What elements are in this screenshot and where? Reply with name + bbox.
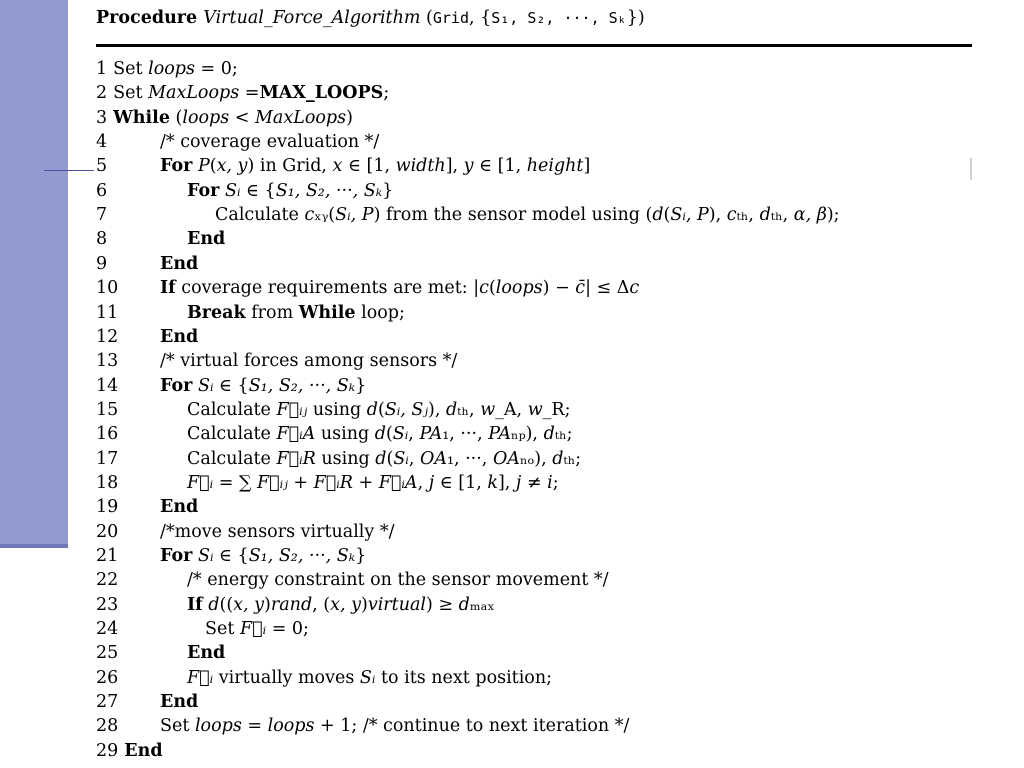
text-segment: d bbox=[543, 424, 555, 445]
line-number: 16 bbox=[96, 424, 119, 445]
text-segment: ) bbox=[361, 594, 368, 615]
line-number: 9 bbox=[96, 253, 108, 274]
line-number: 24 bbox=[96, 619, 119, 640]
text-segment: ₜₕ, bbox=[457, 399, 481, 420]
line-number: 28 bbox=[96, 716, 119, 737]
text-segment: to its next position; bbox=[375, 667, 553, 688]
text-segment: F⃗ᵢR bbox=[313, 472, 353, 493]
text-segment: ], bbox=[497, 472, 516, 493]
text-segment: d bbox=[445, 399, 458, 420]
text-segment: , ( bbox=[312, 594, 331, 615]
algorithm-line bbox=[96, 57, 238, 81]
header-rule bbox=[96, 44, 972, 47]
algorithm-line bbox=[96, 739, 163, 763]
algorithm-line bbox=[96, 349, 457, 373]
text-segment: ( bbox=[209, 156, 217, 177]
algorithm-line bbox=[96, 398, 571, 422]
text-segment: OA bbox=[419, 448, 447, 469]
line-content bbox=[187, 424, 573, 444]
text-segment: } bbox=[382, 180, 394, 201]
text-segment: /*move sensors virtually */ bbox=[160, 521, 395, 542]
algorithm-line bbox=[96, 495, 198, 519]
line-number: 1 bbox=[96, 59, 108, 79]
algorithm-line bbox=[96, 641, 225, 665]
text-segment: F⃗ᵢR bbox=[276, 448, 316, 469]
text-segment: ( bbox=[169, 107, 183, 128]
text-segment: While bbox=[113, 107, 170, 128]
text-segment: ₙₒ), bbox=[519, 448, 553, 469]
text-segment: ₙₚ), bbox=[511, 424, 544, 445]
text-segment: ) from the sensor model using ( bbox=[373, 205, 653, 226]
text-segment: c bbox=[629, 278, 640, 299]
text-segment: MAX_LOOPS bbox=[259, 83, 384, 104]
algorithm-line bbox=[96, 179, 393, 203]
line-content bbox=[187, 473, 559, 493]
text-segment: ₜₕ; bbox=[563, 448, 582, 469]
text-segment: ₘₐₓ bbox=[469, 594, 495, 615]
text-segment: ( bbox=[377, 399, 385, 420]
line-number: 4 bbox=[96, 132, 108, 153]
line-content bbox=[160, 278, 639, 298]
text-segment: MaxLoops bbox=[148, 83, 240, 104]
text-segment: S₁, S₂, ···, Sₖ bbox=[248, 375, 356, 396]
text-segment: loops bbox=[148, 59, 195, 79]
line-number: 23 bbox=[96, 594, 119, 615]
line-content bbox=[113, 108, 353, 128]
text-segment: c bbox=[304, 205, 315, 226]
text-segment: rand bbox=[270, 594, 313, 615]
text-segment: ( bbox=[420, 8, 433, 28]
text-segment: ( bbox=[663, 205, 671, 226]
text-segment: d bbox=[458, 594, 470, 615]
algorithm-line bbox=[96, 617, 309, 641]
algorithm-line bbox=[96, 374, 366, 398]
text-segment: loops bbox=[182, 107, 230, 128]
text-segment: F⃗ᵢⱼ bbox=[276, 399, 308, 420]
text-segment: using bbox=[315, 424, 375, 445]
line-content bbox=[187, 570, 609, 590]
text-segment: F⃗ᵢ bbox=[239, 619, 267, 640]
algorithm-line bbox=[96, 714, 629, 738]
line-number: 7 bbox=[96, 205, 108, 226]
algorithm-line bbox=[96, 520, 395, 544]
text-segment: ), bbox=[428, 399, 446, 420]
text-segment: ∈ [1, bbox=[473, 156, 527, 177]
algorithm-line bbox=[96, 666, 552, 690]
text-segment: ≠ bbox=[521, 472, 548, 493]
line-number: 11 bbox=[96, 302, 119, 323]
line-content bbox=[187, 229, 225, 249]
text-segment: P bbox=[197, 156, 210, 177]
text-segment: d bbox=[375, 448, 387, 469]
text-segment: _R; bbox=[542, 399, 571, 420]
algorithm-line bbox=[96, 568, 609, 592]
line-content bbox=[187, 449, 581, 469]
algorithm-line bbox=[96, 252, 198, 276]
text-segment: } bbox=[355, 375, 367, 396]
text-segment: = ∑ bbox=[213, 472, 258, 493]
text-segment: F⃗ᵢⱼ bbox=[257, 472, 288, 493]
bullet-tick-line bbox=[44, 170, 94, 171]
algorithm-line bbox=[96, 471, 559, 495]
line-number: 2 bbox=[96, 83, 108, 104]
text-segment: _A, bbox=[495, 399, 528, 420]
line-number: 25 bbox=[96, 643, 119, 664]
text-segment: Sᵢ, P bbox=[670, 205, 709, 226]
line-number: 6 bbox=[96, 180, 108, 201]
line-content bbox=[124, 741, 162, 761]
text-segment: ) bbox=[346, 107, 353, 128]
text-segment: using bbox=[315, 448, 376, 469]
text-segment: /* virtual forces among sensors */ bbox=[160, 351, 458, 372]
text-segment: width bbox=[395, 156, 446, 177]
text-segment: coverage requirements are met: | bbox=[175, 278, 480, 299]
text-segment: ₁, ···, bbox=[442, 424, 489, 445]
text-segment: Sᵢ, P bbox=[335, 205, 374, 226]
algorithm-line bbox=[96, 690, 198, 714]
text-segment: ( bbox=[488, 278, 496, 299]
algorithm-line bbox=[96, 227, 225, 251]
algorithm-line bbox=[96, 81, 389, 105]
text-segment: /* coverage evaluation */ bbox=[160, 132, 380, 153]
line-content bbox=[160, 716, 629, 736]
text-segment: ) bbox=[264, 594, 271, 615]
text-segment: virtual bbox=[367, 594, 427, 615]
line-number: 27 bbox=[96, 692, 119, 713]
text-segment: loop; bbox=[355, 302, 405, 323]
line-number: 21 bbox=[96, 546, 119, 566]
line-content bbox=[187, 181, 393, 201]
line-number: 8 bbox=[96, 229, 108, 250]
line-content bbox=[160, 522, 395, 542]
text-segment: | ≤ Δ bbox=[585, 278, 630, 299]
text-segment: height bbox=[526, 156, 584, 177]
algorithm-line bbox=[96, 106, 353, 130]
text-segment: k bbox=[487, 472, 498, 493]
text-segment: For bbox=[187, 180, 220, 201]
text-segment: = bbox=[241, 716, 268, 737]
text-segment: ) ≥ bbox=[426, 594, 459, 615]
text-segment: OA bbox=[492, 448, 520, 469]
text-segment: from bbox=[245, 302, 299, 323]
text-segment: + bbox=[352, 472, 379, 493]
text-segment: S₁, S₂, ···, Sₖ bbox=[491, 9, 627, 27]
line-content bbox=[187, 643, 225, 663]
text-segment: virtually moves bbox=[213, 667, 360, 688]
text-segment: w bbox=[527, 399, 543, 420]
text-segment: j bbox=[428, 472, 435, 493]
text-segment: ; bbox=[383, 83, 390, 104]
text-segment: End bbox=[160, 326, 199, 347]
line-number: 26 bbox=[96, 667, 119, 688]
text-segment: Sᵢ bbox=[197, 546, 214, 566]
text-segment: F⃗ᵢ bbox=[187, 472, 214, 493]
text-segment: S₁, S₂, ···, Sₖ bbox=[248, 546, 356, 566]
text-segment: Calculate bbox=[187, 448, 277, 469]
text-segment: c̄ bbox=[575, 278, 586, 299]
text-segment: End bbox=[187, 229, 226, 250]
text-segment: F⃗ᵢ bbox=[187, 667, 214, 688]
text-segment: = 0; bbox=[194, 59, 238, 79]
line-content bbox=[160, 327, 198, 347]
text-segment: d bbox=[552, 448, 564, 469]
algorithm-line bbox=[96, 154, 590, 178]
text-segment: Calculate bbox=[215, 205, 305, 226]
text-segment: = bbox=[239, 83, 260, 104]
line-content bbox=[113, 83, 389, 103]
text-segment: Sᵢ bbox=[393, 448, 409, 469]
text-segment: End bbox=[160, 253, 199, 274]
line-content bbox=[187, 595, 495, 615]
text-segment: x, y bbox=[216, 156, 248, 177]
algorithm-line bbox=[96, 447, 581, 471]
text-segment: ], bbox=[445, 156, 464, 177]
text-segment: ∈ [1, bbox=[434, 472, 488, 493]
text-segment: (( bbox=[219, 594, 234, 615]
text-segment: While bbox=[298, 302, 356, 323]
text-segment: ∈ { bbox=[240, 180, 276, 201]
text-segment: /* energy constraint on the sensor movement */ bbox=[187, 570, 609, 591]
line-content bbox=[187, 400, 571, 420]
line-content bbox=[160, 546, 366, 566]
line-content bbox=[160, 692, 198, 712]
line-content bbox=[113, 59, 238, 79]
text-segment: ) − bbox=[542, 278, 576, 299]
line-content bbox=[187, 303, 405, 323]
text-segment: If bbox=[160, 278, 176, 299]
line-number: 3 bbox=[96, 107, 108, 128]
line-number: 20 bbox=[96, 521, 119, 542]
line-number: 5 bbox=[96, 156, 108, 177]
text-segment: ∈ [1, bbox=[342, 156, 396, 177]
text-segment: Set bbox=[205, 619, 240, 640]
algorithm-line bbox=[96, 325, 198, 349]
line-number: 10 bbox=[96, 278, 119, 299]
text-segment: ; bbox=[552, 472, 559, 493]
line-number: 15 bbox=[96, 399, 119, 420]
text-segment: Calculate bbox=[187, 399, 277, 420]
sidebar-decoration bbox=[0, 0, 68, 548]
right-edge-tick bbox=[970, 158, 972, 180]
text-segment: For bbox=[160, 375, 193, 396]
text-segment: End bbox=[124, 740, 163, 761]
algorithm-line bbox=[96, 301, 405, 325]
text-segment: Set bbox=[113, 59, 149, 79]
text-segment: , { bbox=[468, 8, 492, 28]
text-segment: x bbox=[332, 156, 343, 177]
text-segment: F⃗ᵢA bbox=[276, 424, 316, 445]
text-segment: }) bbox=[626, 8, 645, 28]
text-segment: , bbox=[417, 472, 429, 493]
text-segment: ₜₕ, bbox=[736, 205, 760, 226]
text-segment: ₓᵧ( bbox=[314, 205, 336, 226]
text-segment: w bbox=[480, 399, 496, 420]
text-segment: Set bbox=[113, 83, 149, 104]
text-segment: Set bbox=[160, 716, 195, 737]
line-number: 14 bbox=[96, 375, 119, 396]
algorithm-line bbox=[96, 130, 379, 154]
text-segment: loops bbox=[495, 278, 543, 299]
line-content bbox=[160, 351, 457, 371]
algorithm-line bbox=[96, 422, 573, 446]
algorithm-line bbox=[96, 203, 840, 227]
line-content bbox=[187, 668, 552, 688]
text-segment: End bbox=[160, 692, 199, 713]
text-segment: x, y bbox=[330, 594, 361, 615]
text-segment: ( bbox=[386, 448, 394, 469]
text-segment: + 1; /* continue to next iteration */ bbox=[314, 716, 630, 737]
text-segment: d bbox=[208, 594, 220, 615]
text-segment: Sᵢ bbox=[224, 180, 241, 201]
text-segment: ); bbox=[826, 205, 840, 226]
text-segment: j bbox=[515, 472, 522, 493]
text-segment: loops bbox=[194, 716, 242, 737]
line-number: 12 bbox=[96, 326, 119, 347]
text-segment: i bbox=[547, 472, 553, 493]
text-segment: S₁, S₂, ···, Sₖ bbox=[275, 180, 383, 201]
text-segment: MaxLoops bbox=[255, 107, 347, 128]
text-segment: Grid bbox=[432, 9, 469, 27]
text-segment: d bbox=[366, 399, 378, 420]
text-segment: Sᵢ, Sⱼ bbox=[384, 399, 429, 420]
line-content bbox=[160, 132, 379, 152]
line-content bbox=[160, 497, 198, 517]
text-segment: c bbox=[479, 278, 489, 299]
text-segment: ₜₕ; bbox=[554, 424, 573, 445]
text-segment: Sᵢ bbox=[197, 375, 214, 396]
line-number: 17 bbox=[96, 448, 119, 469]
text-segment: PA bbox=[488, 424, 512, 445]
line-number: 29 bbox=[96, 740, 119, 761]
text-segment: F⃗ᵢA bbox=[378, 472, 418, 493]
procedure-header bbox=[96, 6, 645, 30]
text-segment: , bbox=[408, 424, 420, 445]
text-segment: ( bbox=[385, 424, 393, 445]
text-segment: For bbox=[160, 156, 193, 177]
line-number: 22 bbox=[96, 570, 119, 591]
text-segment: End bbox=[160, 497, 199, 518]
line-content bbox=[160, 156, 590, 176]
text-segment: d bbox=[374, 424, 386, 445]
text-segment: α, β bbox=[793, 205, 827, 226]
text-segment: < bbox=[229, 107, 255, 128]
text-segment: } bbox=[355, 546, 367, 566]
text-segment: ), bbox=[708, 205, 727, 226]
text-segment: ∈ { bbox=[213, 546, 249, 566]
text-segment: + bbox=[287, 472, 314, 493]
text-segment: using bbox=[307, 399, 367, 420]
text-segment: Break bbox=[187, 302, 246, 323]
line-content bbox=[160, 376, 366, 396]
text-segment: If bbox=[187, 594, 203, 615]
algorithm-line bbox=[96, 276, 639, 300]
text-segment: Sᵢ bbox=[392, 424, 409, 445]
text-segment: , bbox=[408, 448, 420, 469]
text-segment: c bbox=[726, 205, 737, 226]
text-segment: y bbox=[463, 156, 474, 177]
sidebar-bottom-edge bbox=[0, 544, 68, 548]
line-content bbox=[215, 205, 840, 225]
line-number: 13 bbox=[96, 351, 119, 372]
text-segment: End bbox=[187, 643, 226, 664]
text-segment: PA bbox=[419, 424, 443, 445]
algorithm-line bbox=[96, 593, 495, 617]
text-segment: ] bbox=[583, 156, 591, 177]
text-segment: loops bbox=[267, 716, 315, 737]
text-segment: ₁, ···, bbox=[446, 448, 493, 469]
text-segment: d bbox=[652, 205, 664, 226]
text-segment: Calculate bbox=[187, 424, 277, 445]
text-segment: For bbox=[160, 546, 193, 566]
text-segment: ∈ { bbox=[213, 375, 249, 396]
text-segment: Sᵢ bbox=[359, 667, 376, 688]
line-content bbox=[205, 619, 309, 639]
line-content bbox=[160, 254, 198, 274]
algorithm-line bbox=[96, 544, 366, 568]
text-segment: = 0; bbox=[266, 619, 309, 640]
text-segment: x, y bbox=[233, 594, 265, 615]
line-number: 18 bbox=[96, 472, 119, 493]
text-segment: d bbox=[759, 205, 771, 226]
line-number: 19 bbox=[96, 497, 119, 518]
text-segment: Procedure bbox=[96, 8, 204, 28]
text-segment: Virtual_Force_Algorithm bbox=[203, 8, 421, 28]
text-segment: ) in Grid, bbox=[247, 156, 333, 177]
text-segment: ₜₕ, bbox=[770, 205, 794, 226]
